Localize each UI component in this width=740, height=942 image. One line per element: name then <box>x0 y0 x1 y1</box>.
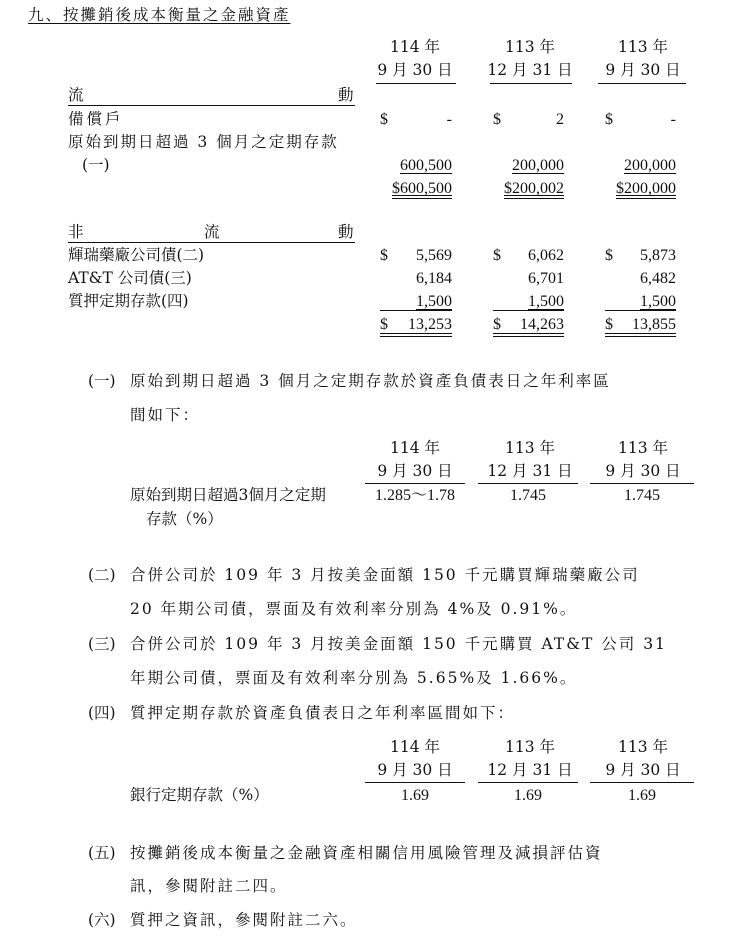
n1-row-label1: 原始到期日超過3個月之定期 <box>130 486 326 504</box>
t1-col1-rule <box>376 83 456 84</box>
note1-line1: 原始到期日超過 3 個月之定期存款於資產負債表日之年利率區 <box>130 372 611 390</box>
noncurrent-total-cur1: $ <box>380 316 388 333</box>
row-deposit-v2: 200,000 <box>512 157 564 174</box>
t1-total-rule-1a <box>380 333 452 334</box>
row-deposit-v3: 200,000 <box>624 157 676 174</box>
note2-line1: 合併公司於 109 年 3 月按美金面額 150 千元購買輝瑞藥廠公司 <box>130 566 640 584</box>
t1-total-rule-3b <box>605 336 676 337</box>
n1-col3-date: 9 月 30 日 <box>605 462 681 480</box>
current-total-1: $600,500 <box>392 180 452 197</box>
n1-value-2: 1.745 <box>510 487 546 504</box>
t1-col3-rule <box>598 83 686 84</box>
noncurrent-total-2: 14,263 <box>520 316 564 333</box>
n4-col3-year: 113 年 <box>617 738 668 756</box>
n1-value-1: 1.285～1.78 <box>374 487 455 504</box>
note3-marker: (三) <box>88 635 116 653</box>
n1-col1-date: 9 月 30 日 <box>377 462 453 480</box>
n4-col3-rule <box>590 782 694 783</box>
note3-line1: 合併公司於 109 年 3 月按美金面額 150 千元購買 AT&T 公司 31 <box>130 635 667 653</box>
noncurrent-total-3: 13,855 <box>632 316 676 333</box>
section-number <box>28 8 291 24</box>
row-pledged-label: 質押定期存款(四) <box>68 292 189 310</box>
note1-line2: 間如下： <box>130 406 201 424</box>
t1-total-rule-3a <box>605 333 676 334</box>
noncurrent-total-cur2: $ <box>493 316 501 333</box>
n1-col2-date: 12 月 31 日 <box>487 462 573 480</box>
t1-sub-rule-3 <box>605 310 676 311</box>
t1-total-rule-2a <box>493 333 564 334</box>
row-pfizer-v2: 6,062 <box>528 247 564 264</box>
note5-line2: 訊，參閱附註二四。 <box>130 877 288 895</box>
note4-marker: (四) <box>88 704 116 722</box>
n1-col2-year: 113 年 <box>504 439 555 457</box>
note2-marker: (二) <box>88 566 116 584</box>
t1-noncurrent-rule <box>68 242 355 243</box>
n4-col1-date: 9 月 30 日 <box>377 761 453 779</box>
row-att-v2: 6,701 <box>528 270 564 287</box>
row-pfizer-cur2: $ <box>493 247 501 264</box>
row-reserve-cur1: $ <box>380 111 388 128</box>
n4-value-2: 1.69 <box>514 787 542 804</box>
t1-col2-year: 113 年 <box>504 38 555 56</box>
noncurrent-total-1: 13,253 <box>408 316 452 333</box>
row-reserve-v1: - <box>446 111 452 128</box>
current-label-left: 流 <box>68 86 84 104</box>
n4-col3-date: 9 月 30 日 <box>605 761 681 779</box>
n4-col2-year: 113 年 <box>504 738 555 756</box>
n4-col2-date: 12 月 31 日 <box>487 761 573 779</box>
t1-sub-rule-1 <box>380 310 452 311</box>
note1-marker: (一) <box>88 372 116 390</box>
row-deposit-label-note: (一) <box>82 156 110 174</box>
note6-marker: (六) <box>88 911 116 929</box>
row-deposit-v1: 600,500 <box>400 157 452 174</box>
row-att-v1: 6,184 <box>416 270 452 287</box>
t1-total-rule-2b <box>493 336 564 337</box>
current-total-2: $200,002 <box>504 180 564 197</box>
row-pfizer-label: 輝瑞藥廠公司債(二) <box>68 246 205 264</box>
row-pledged-v3: 1,500 <box>640 293 676 310</box>
note4-line1: 質押定期存款於資產負債表日之年利率區間如下： <box>130 704 516 722</box>
row-pledged-v1: 1,500 <box>416 293 452 310</box>
row-pfizer-v3: 5,873 <box>640 247 676 264</box>
n4-col2-rule <box>478 782 578 783</box>
noncurrent-total-cur3: $ <box>605 316 613 333</box>
note2-line2: 20 年期公司債，票面及有效利率分別為 4%及 0.91%。 <box>130 600 578 618</box>
note3-line2: 年期公司債，票面及有效利率分別為 5.65%及 1.66%。 <box>130 669 578 687</box>
row-reserve-cur2: $ <box>493 111 501 128</box>
n4-row-label: 銀行定期存款（%） <box>130 786 269 804</box>
row-pfizer-cur3: $ <box>605 247 613 264</box>
row-reserve-v3: - <box>670 111 676 128</box>
n4-value-1: 1.69 <box>401 787 429 804</box>
n1-value-3: 1.745 <box>624 487 660 504</box>
row-reserve-v2: 2 <box>556 111 564 128</box>
note6-line1: 質押之資訊，參閱附註二六。 <box>130 911 358 929</box>
row-reserve-cur3: $ <box>605 111 613 128</box>
t1-col3-year: 113 年 <box>617 38 668 56</box>
t1-col3-date: 9 月 30 日 <box>605 61 681 79</box>
n1-col3-rule <box>590 483 694 484</box>
t1-col2-rule <box>490 83 572 84</box>
current-total-3: $200,000 <box>616 180 676 197</box>
row-att-label: AT&T 公司債(三) <box>68 269 192 287</box>
n4-value-3: 1.69 <box>628 787 656 804</box>
noncurrent-label-1: 非 <box>68 223 84 241</box>
row-pfizer-v1: 5,569 <box>416 247 452 264</box>
note5-marker: (五) <box>88 844 116 862</box>
n1-col2-rule <box>478 483 578 484</box>
row-att-v3: 6,482 <box>640 270 676 287</box>
n1-col1-year: 114 年 <box>389 439 440 457</box>
noncurrent-label-3: 動 <box>338 223 354 241</box>
n4-col1-rule <box>365 782 465 783</box>
row-pledged-v2: 1,500 <box>528 293 564 310</box>
n4-col1-year: 114 年 <box>389 738 440 756</box>
t1-col1-year: 114 年 <box>389 38 440 56</box>
note5-line1: 按攤銷後成本衡量之金融資產相關信用風險管理及減損評估資 <box>130 844 603 862</box>
n1-col3-year: 113 年 <box>617 439 668 457</box>
t1-label-rule <box>68 105 355 106</box>
t1-total-rule-1b <box>380 336 452 337</box>
t1-sub-rule-2 <box>493 310 564 311</box>
section-title: 九、按攤銷後成本衡量之金融資產 <box>28 6 291 24</box>
t1-col2-date: 12 月 31 日 <box>487 61 573 79</box>
row-deposit-label: 原始到期日超過 3 個月之定期存款 <box>68 133 339 151</box>
noncurrent-label-2: 流 <box>204 223 220 241</box>
row-reserve-label: 備償戶 <box>68 110 124 128</box>
current-label-right: 動 <box>338 86 354 104</box>
n1-row-label2: 存款（%） <box>146 510 223 528</box>
t1-col1-date: 9 月 30 日 <box>377 61 453 79</box>
row-pfizer-cur1: $ <box>380 247 388 264</box>
n1-col1-rule <box>365 483 465 484</box>
